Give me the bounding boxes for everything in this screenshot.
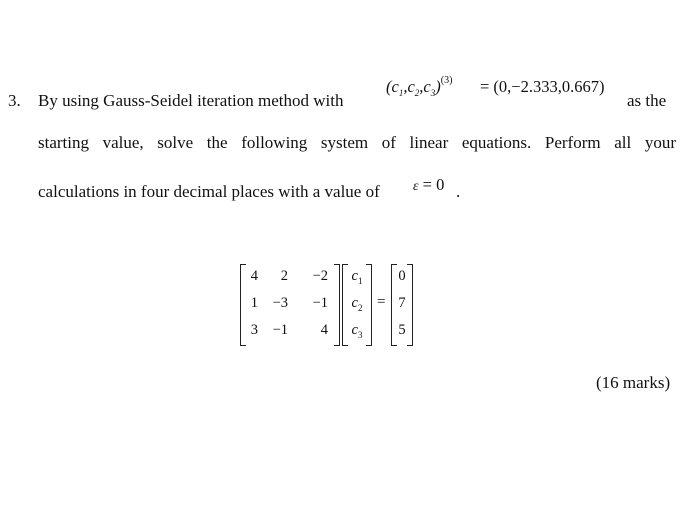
start-vector-close: )	[435, 77, 441, 96]
question-number: 3.	[8, 91, 21, 110]
vector-c-entry: $c_3$	[351, 322, 363, 340]
coefficient-matrix	[240, 264, 340, 346]
start-vector-values: = (0,−2.333,0.667)	[480, 77, 605, 96]
question-line-3-end: .	[456, 182, 461, 201]
matrix-a-cell: 3	[250, 322, 258, 338]
epsilon-symbol: ε	[413, 179, 419, 194]
iteration-superscript: (3)	[440, 75, 453, 86]
start-vector-sep-1: ,c	[403, 77, 415, 96]
vector-b-entry: 0	[398, 268, 406, 284]
equals-sign: =	[377, 294, 386, 310]
matrix-a-cell: −1	[312, 295, 328, 311]
vector-b-entry: 7	[398, 295, 406, 311]
question-line-3-text: calculations in four decimal places with a value of	[38, 182, 380, 201]
epsilon-value: = 0	[422, 175, 445, 194]
matrix-a-cell: 1	[250, 295, 258, 311]
start-vector-expression	[386, 77, 452, 97]
matrix-a-cell: −2	[312, 268, 328, 284]
start-vector-lhs: (c	[386, 77, 399, 96]
marks-label: (16 marks)	[596, 373, 671, 392]
start-vector-sub-1: 1	[398, 88, 404, 98]
start-vector-sep-2: ,c	[419, 77, 431, 96]
matrix-a-cell: −3	[272, 295, 288, 311]
matrix-a-cell: −1	[272, 322, 288, 338]
start-vector-sub-2: 2	[414, 88, 420, 98]
start-vector-sub-3: 3	[430, 88, 436, 98]
matrix-a-cell: 4	[250, 268, 258, 284]
question-line-1-text: By using Gauss-Seidel iteration method with	[38, 91, 344, 110]
vector-c-entry: $c_1$	[351, 268, 363, 286]
unknown-vector	[342, 264, 372, 346]
vector-c-entry: $c_2$	[351, 295, 363, 313]
epsilon-expression	[413, 175, 444, 195]
vector-b-entry: 5	[398, 322, 406, 338]
matrix-a-right-bracket	[334, 264, 340, 346]
question-line-1-end: as the	[627, 91, 667, 110]
constant-vector	[391, 264, 413, 346]
question-line-2: starting value, solve the following system of linear equations. Perform all your	[38, 133, 676, 152]
matrix-a-cell: 4	[320, 322, 328, 338]
matrix-a-cell: 2	[280, 268, 288, 284]
